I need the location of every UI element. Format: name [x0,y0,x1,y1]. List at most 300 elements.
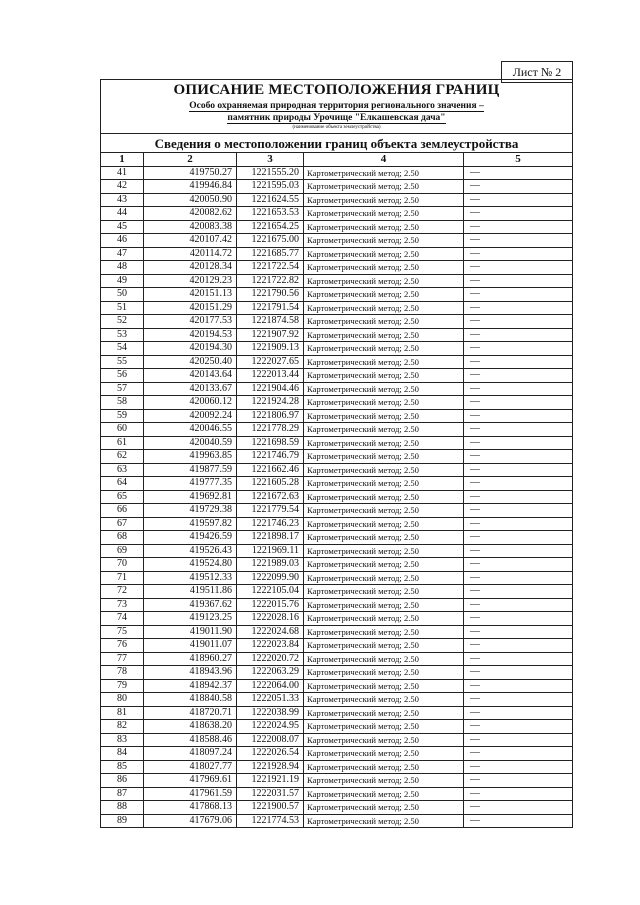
y-coordinate-cell: 1221605.28 [237,477,304,491]
description-cell: — [464,625,573,639]
description-cell: — [464,571,573,585]
table-row [101,558,573,572]
table-row [101,463,573,477]
point-number-cell: 88 [101,801,144,815]
method-cell: Картометрический метод; 2.50 [304,234,464,248]
object-name-line-2: памятник природы Урочище "Елкашевская дача" [227,113,446,123]
y-coordinate-cell: 1221698.59 [237,436,304,450]
description-cell: — [464,787,573,801]
method-cell: Картометрический метод; 2.50 [304,423,464,437]
table-row [101,801,573,815]
description-cell: — [464,409,573,423]
point-number-cell: 79 [101,679,144,693]
x-coordinate-cell: 418840.58 [144,693,237,707]
description-cell: — [464,463,573,477]
x-coordinate-cell: 420151.29 [144,301,237,315]
point-number-cell: 80 [101,693,144,707]
method-cell: Картометрический метод; 2.50 [304,409,464,423]
table-row [101,544,573,558]
table-row [101,666,573,680]
table-row [101,706,573,720]
x-coordinate-cell: 418027.77 [144,760,237,774]
description-cell: — [464,693,573,707]
table-row [101,612,573,626]
object-name-line-1: Особо охраняемая природная территория регионального значения – [189,101,484,111]
description-cell: — [464,639,573,653]
table-row [101,261,573,275]
point-number-cell: 55 [101,355,144,369]
table-row [101,247,573,261]
table-row [101,315,573,329]
column-header: 2 [144,153,237,167]
method-cell: Картометрический метод; 2.50 [304,801,464,815]
point-number-cell: 44 [101,207,144,221]
y-coordinate-cell: 1222051.33 [237,693,304,707]
y-coordinate-cell: 1221722.54 [237,261,304,275]
description-cell: — [464,666,573,680]
table-row [101,369,573,383]
method-cell: Картометрический метод; 2.50 [304,450,464,464]
method-cell: Картометрический метод; 2.50 [304,625,464,639]
y-coordinate-cell: 1221806.97 [237,409,304,423]
y-coordinate-cell: 1221900.57 [237,801,304,815]
section-title: Сведения о местоположении границ объекта землеустройства [101,133,572,154]
point-number-cell: 51 [101,301,144,315]
x-coordinate-cell: 419011.90 [144,625,237,639]
point-number-cell: 77 [101,652,144,666]
y-coordinate-cell: 1221904.46 [237,382,304,396]
table-row [101,477,573,491]
description-cell: — [464,544,573,558]
method-cell: Картометрический метод; 2.50 [304,247,464,261]
x-coordinate-cell: 419426.59 [144,531,237,545]
y-coordinate-cell: 1221874.58 [237,315,304,329]
x-coordinate-cell: 417679.06 [144,814,237,828]
description-cell: — [464,355,573,369]
description-cell: — [464,423,573,437]
point-number-cell: 67 [101,517,144,531]
method-cell: Картометрический метод; 2.50 [304,369,464,383]
description-cell: — [464,436,573,450]
point-number-cell: 50 [101,288,144,302]
y-coordinate-cell: 1222015.76 [237,598,304,612]
table-row [101,625,573,639]
x-coordinate-cell: 420133.67 [144,382,237,396]
y-coordinate-cell: 1221595.03 [237,180,304,194]
y-coordinate-cell: 1221555.20 [237,166,304,180]
point-number-cell: 42 [101,180,144,194]
x-coordinate-cell: 419877.59 [144,463,237,477]
point-number-cell: 84 [101,747,144,761]
description-cell: — [464,234,573,248]
x-coordinate-cell: 420177.53 [144,315,237,329]
table-header-row [101,153,573,167]
column-header: 1 [101,153,144,167]
x-coordinate-cell: 419123.25 [144,612,237,626]
point-number-cell: 72 [101,585,144,599]
method-cell: Картометрический метод; 2.50 [304,585,464,599]
column-header: 4 [304,153,464,167]
table-row [101,747,573,761]
x-coordinate-cell: 418097.24 [144,747,237,761]
y-coordinate-cell: 1221653.53 [237,207,304,221]
table-row [101,355,573,369]
table-row [101,760,573,774]
method-cell: Картометрический метод; 2.50 [304,787,464,801]
x-coordinate-cell: 419729.38 [144,504,237,518]
point-number-cell: 53 [101,328,144,342]
x-coordinate-cell: 420050.90 [144,193,237,207]
y-coordinate-cell: 1221928.94 [237,760,304,774]
table-row [101,220,573,234]
x-coordinate-cell: 418588.46 [144,733,237,747]
point-number-cell: 81 [101,706,144,720]
description-cell: — [464,369,573,383]
description-cell: — [464,261,573,275]
table-row [101,814,573,828]
method-cell: Картометрический метод; 2.50 [304,207,464,221]
method-cell: Картометрический метод; 2.50 [304,342,464,356]
description-cell: — [464,720,573,734]
document-header [100,79,573,153]
method-cell: Картометрический метод; 2.50 [304,720,464,734]
method-cell: Картометрический метод; 2.50 [304,193,464,207]
y-coordinate-cell: 1222038.99 [237,706,304,720]
y-coordinate-cell: 1222028.16 [237,612,304,626]
table-row [101,517,573,531]
table-row [101,787,573,801]
description-cell: — [464,517,573,531]
method-cell: Картометрический метод; 2.50 [304,382,464,396]
point-number-cell: 61 [101,436,144,450]
x-coordinate-cell: 420107.42 [144,234,237,248]
y-coordinate-cell: 1221774.53 [237,814,304,828]
point-number-cell: 41 [101,166,144,180]
point-number-cell: 62 [101,450,144,464]
description-cell: — [464,301,573,315]
point-number-cell: 49 [101,274,144,288]
method-cell: Картометрический метод; 2.50 [304,760,464,774]
description-cell: — [464,247,573,261]
table-row [101,652,573,666]
y-coordinate-cell: 1221662.46 [237,463,304,477]
description-cell: — [464,504,573,518]
point-number-cell: 71 [101,571,144,585]
x-coordinate-cell: 419011.07 [144,639,237,653]
table-row [101,774,573,788]
description-cell: — [464,382,573,396]
method-cell: Картометрический метод; 2.50 [304,814,464,828]
table-row [101,531,573,545]
table-row [101,166,573,180]
description-cell: — [464,328,573,342]
point-number-cell: 70 [101,558,144,572]
x-coordinate-cell: 420128.34 [144,261,237,275]
y-coordinate-cell: 1221969.11 [237,544,304,558]
x-coordinate-cell: 419511.86 [144,585,237,599]
description-cell: — [464,598,573,612]
table-row [101,450,573,464]
point-number-cell: 60 [101,423,144,437]
y-coordinate-cell: 1221989.03 [237,558,304,572]
description-cell: — [464,450,573,464]
method-cell: Картометрический метод; 2.50 [304,612,464,626]
table-row [101,733,573,747]
x-coordinate-cell: 420129.23 [144,274,237,288]
table-row [101,328,573,342]
method-cell: Картометрический метод; 2.50 [304,477,464,491]
table-row [101,504,573,518]
table-row [101,342,573,356]
point-number-cell: 46 [101,234,144,248]
y-coordinate-cell: 1221624.55 [237,193,304,207]
description-cell: — [464,220,573,234]
y-coordinate-cell: 1222024.68 [237,625,304,639]
table-row [101,720,573,734]
point-number-cell: 73 [101,598,144,612]
description-cell: — [464,166,573,180]
method-cell: Картометрический метод; 2.50 [304,747,464,761]
table-row [101,423,573,437]
description-cell: — [464,760,573,774]
point-number-cell: 89 [101,814,144,828]
y-coordinate-cell: 1222008.07 [237,733,304,747]
table-row [101,679,573,693]
method-cell: Картометрический метод; 2.50 [304,274,464,288]
boundary-coordinates-table [100,152,573,828]
description-cell: — [464,801,573,815]
method-cell: Картометрический метод; 2.50 [304,639,464,653]
x-coordinate-cell: 420083.38 [144,220,237,234]
y-coordinate-cell: 1221685.77 [237,247,304,261]
y-coordinate-cell: 1221907.92 [237,328,304,342]
point-number-cell: 74 [101,612,144,626]
y-coordinate-cell: 1222105.04 [237,585,304,599]
x-coordinate-cell: 419597.82 [144,517,237,531]
point-number-cell: 76 [101,639,144,653]
y-coordinate-cell: 1221909.13 [237,342,304,356]
method-cell: Картометрический метод; 2.50 [304,288,464,302]
description-cell: — [464,706,573,720]
y-coordinate-cell: 1221898.17 [237,531,304,545]
method-cell: Картометрический метод; 2.50 [304,774,464,788]
y-coordinate-cell: 1222031.57 [237,787,304,801]
method-cell: Картометрический метод; 2.50 [304,598,464,612]
x-coordinate-cell: 419750.27 [144,166,237,180]
x-coordinate-cell: 420040.59 [144,436,237,450]
table-row [101,301,573,315]
x-coordinate-cell: 417868.13 [144,801,237,815]
description-cell: — [464,490,573,504]
description-cell: — [464,531,573,545]
point-number-cell: 58 [101,396,144,410]
method-cell: Картометрический метод; 2.50 [304,517,464,531]
method-cell: Картометрический метод; 2.50 [304,180,464,194]
method-cell: Картометрический метод; 2.50 [304,706,464,720]
table-row [101,639,573,653]
y-coordinate-cell: 1221746.79 [237,450,304,464]
description-cell: — [464,180,573,194]
table-row [101,490,573,504]
y-coordinate-cell: 1222027.65 [237,355,304,369]
y-coordinate-cell: 1222063.29 [237,666,304,680]
description-cell: — [464,733,573,747]
method-cell: Картометрический метод; 2.50 [304,544,464,558]
method-cell: Картометрический метод; 2.50 [304,571,464,585]
table-row [101,598,573,612]
table-row [101,193,573,207]
y-coordinate-cell: 1221675.00 [237,234,304,248]
x-coordinate-cell: 420151.13 [144,288,237,302]
description-cell: — [464,774,573,788]
y-coordinate-cell: 1221790.56 [237,288,304,302]
table-row [101,207,573,221]
y-coordinate-cell: 1221746.23 [237,517,304,531]
x-coordinate-cell: 419367.62 [144,598,237,612]
description-cell: — [464,342,573,356]
point-number-cell: 85 [101,760,144,774]
document-title: ОПИСАНИЕ МЕСТОПОЛОЖЕНИЯ ГРАНИЦ [173,82,500,98]
table-row [101,571,573,585]
y-coordinate-cell: 1221791.54 [237,301,304,315]
table-body [101,166,573,828]
y-coordinate-cell: 1221672.63 [237,490,304,504]
x-coordinate-cell: 420143.64 [144,369,237,383]
x-coordinate-cell: 418942.37 [144,679,237,693]
point-number-cell: 48 [101,261,144,275]
point-number-cell: 86 [101,774,144,788]
x-coordinate-cell: 418960.27 [144,652,237,666]
y-coordinate-cell: 1221779.54 [237,504,304,518]
method-cell: Картометрический метод; 2.50 [304,261,464,275]
y-coordinate-cell: 1222064.00 [237,679,304,693]
y-coordinate-cell: 1221654.25 [237,220,304,234]
description-cell: — [464,652,573,666]
point-number-cell: 52 [101,315,144,329]
method-cell: Картометрический метод; 2.50 [304,463,464,477]
column-header: 3 [237,153,304,167]
x-coordinate-cell: 420092.24 [144,409,237,423]
point-number-cell: 63 [101,463,144,477]
method-cell: Картометрический метод; 2.50 [304,490,464,504]
x-coordinate-cell: 420250.40 [144,355,237,369]
x-coordinate-cell: 420194.53 [144,328,237,342]
y-coordinate-cell: 1221722.82 [237,274,304,288]
method-cell: Картометрический метод; 2.50 [304,328,464,342]
method-cell: Картометрический метод; 2.50 [304,666,464,680]
column-header: 5 [464,153,573,167]
description-cell: — [464,612,573,626]
x-coordinate-cell: 419512.33 [144,571,237,585]
description-cell: — [464,288,573,302]
y-coordinate-cell: 1221778.29 [237,423,304,437]
point-number-cell: 82 [101,720,144,734]
description-cell: — [464,679,573,693]
y-coordinate-cell: 1222023.84 [237,639,304,653]
point-number-cell: 47 [101,247,144,261]
point-number-cell: 57 [101,382,144,396]
method-cell: Картометрический метод; 2.50 [304,396,464,410]
method-cell: Картометрический метод; 2.50 [304,733,464,747]
point-number-cell: 66 [101,504,144,518]
method-cell: Картометрический метод; 2.50 [304,531,464,545]
x-coordinate-cell: 420194.30 [144,342,237,356]
object-name-caption: (наименование объекта землеустройства) [292,125,381,130]
point-number-cell: 54 [101,342,144,356]
x-coordinate-cell: 420114.72 [144,247,237,261]
description-cell: — [464,315,573,329]
method-cell: Картометрический метод; 2.50 [304,652,464,666]
x-coordinate-cell: 418638.20 [144,720,237,734]
description-cell: — [464,274,573,288]
table-row [101,180,573,194]
point-number-cell: 45 [101,220,144,234]
point-number-cell: 69 [101,544,144,558]
description-cell: — [464,558,573,572]
x-coordinate-cell: 417961.59 [144,787,237,801]
description-cell: — [464,396,573,410]
sheet-number-label: Лист № 2 [501,61,573,83]
point-number-cell: 59 [101,409,144,423]
table-row [101,409,573,423]
y-coordinate-cell: 1222020.72 [237,652,304,666]
x-coordinate-cell: 419692.81 [144,490,237,504]
method-cell: Картометрический метод; 2.50 [304,436,464,450]
point-number-cell: 68 [101,531,144,545]
method-cell: Картометрический метод; 2.50 [304,301,464,315]
y-coordinate-cell: 1222026.54 [237,747,304,761]
y-coordinate-cell: 1221921.19 [237,774,304,788]
table-row [101,396,573,410]
x-coordinate-cell: 420046.55 [144,423,237,437]
x-coordinate-cell: 419777.35 [144,477,237,491]
table-row [101,234,573,248]
point-number-cell: 75 [101,625,144,639]
description-cell: — [464,585,573,599]
x-coordinate-cell: 420082.62 [144,207,237,221]
table-row [101,436,573,450]
point-number-cell: 43 [101,193,144,207]
point-number-cell: 78 [101,666,144,680]
y-coordinate-cell: 1222099.90 [237,571,304,585]
point-number-cell: 56 [101,369,144,383]
point-number-cell: 65 [101,490,144,504]
table-row [101,585,573,599]
x-coordinate-cell: 419524.80 [144,558,237,572]
point-number-cell: 83 [101,733,144,747]
x-coordinate-cell: 419946.84 [144,180,237,194]
table-row [101,274,573,288]
table-row [101,382,573,396]
x-coordinate-cell: 418943.96 [144,666,237,680]
method-cell: Картометрический метод; 2.50 [304,220,464,234]
description-cell: — [464,193,573,207]
x-coordinate-cell: 420060.12 [144,396,237,410]
method-cell: Картометрический метод; 2.50 [304,355,464,369]
y-coordinate-cell: 1222013.44 [237,369,304,383]
description-cell: — [464,207,573,221]
table-row [101,693,573,707]
point-number-cell: 64 [101,477,144,491]
table-row [101,288,573,302]
x-coordinate-cell: 418720.71 [144,706,237,720]
x-coordinate-cell: 419526.43 [144,544,237,558]
description-cell: — [464,747,573,761]
x-coordinate-cell: 417969.61 [144,774,237,788]
x-coordinate-cell: 419963.85 [144,450,237,464]
method-cell: Картометрический метод; 2.50 [304,315,464,329]
method-cell: Картометрический метод; 2.50 [304,558,464,572]
